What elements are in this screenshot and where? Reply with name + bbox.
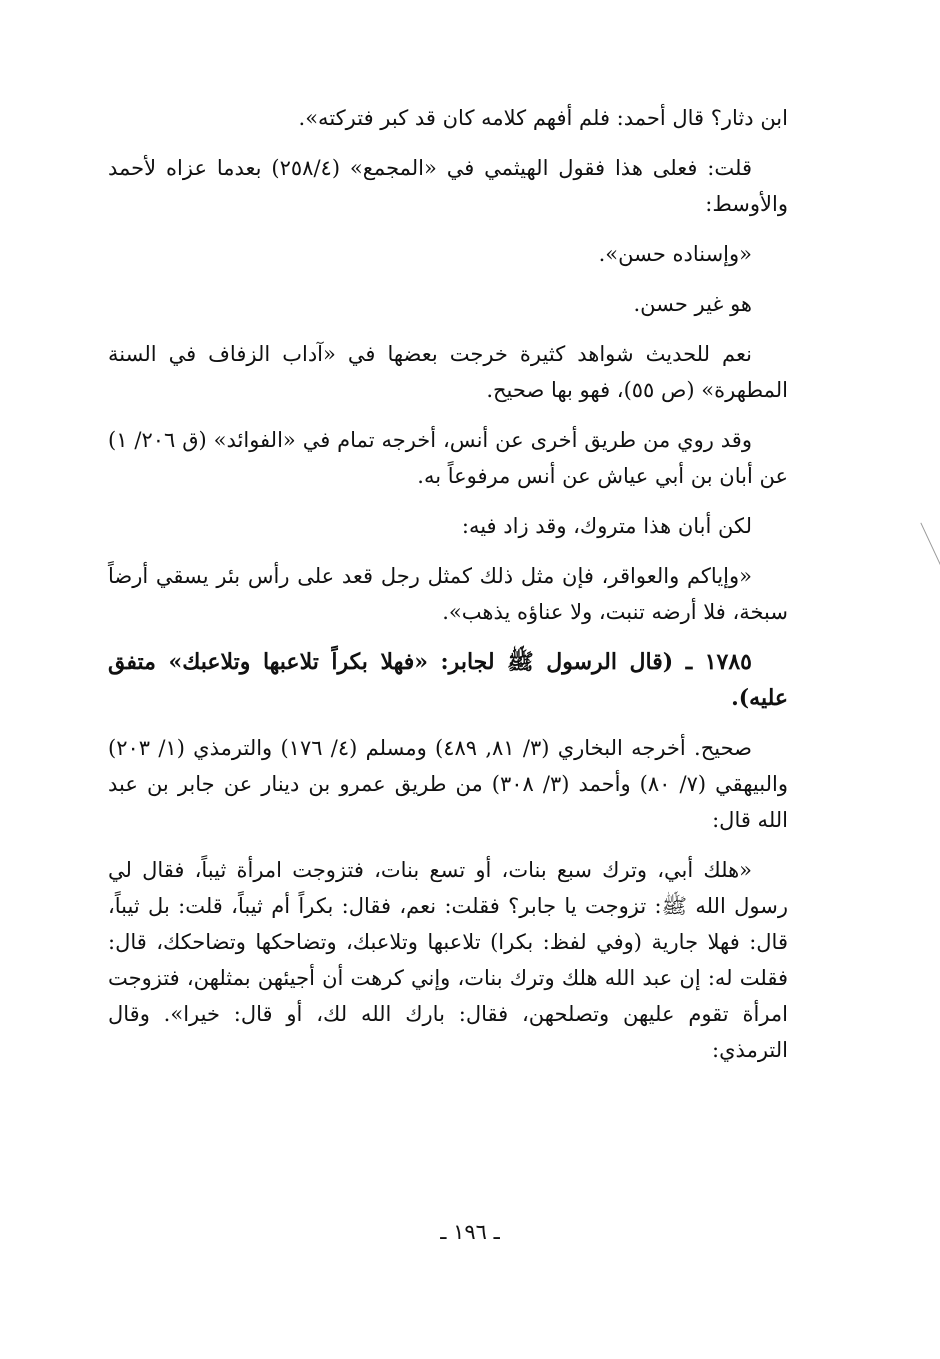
paragraph-isnad-quote: «وإسناده حسن». bbox=[598, 242, 752, 266]
hadith-heading-1785: ١٧٨٥ ـ (قال الرسول ﷺ لجابر: «فهلا بكراً تلاعبها وتلاعبك» متفق عليه). bbox=[108, 649, 788, 711]
paragraph-aban-note: لكن أبان هذا متروك، وقد زاد فيه: bbox=[461, 514, 752, 538]
paragraph-anas-route: وقد روي من طريق أخرى عن أنس، أخرجه تمام في «الفوائد» (ق ٢٠٦/ ١) عن أبان بن أبي عياش عن أنس مرفوعاً به. bbox=[108, 428, 788, 488]
paragraph-takhrij: صحيح. أخرجه البخاري (٣/ ٨١, ٤٨٩) ومسلم (٤/ ١٧٦) والترمذي (١/ ٢٠٣) والبيهقي (٧/ ٨٠) وأحمد (٣/ ٣٠٨) من طريق عمرو بن دينار عن جابر بن عبد الله قال: bbox=[108, 736, 788, 832]
paragraph-shawahid: نعم للحديث شواهد كثيرة خرجت بعضها في «آداب الزفاف في السنة المطهرة» (ص ٥٥)، فهو بها صحيح. bbox=[108, 342, 788, 402]
scan-artifact-line bbox=[920, 523, 940, 578]
page-number: ـ ١٩٦ ـ bbox=[440, 1220, 500, 1244]
paragraph-quote-end: ابن دثار؟ قال أحمد: فلم أفهم كلامه كان قد كبر فتركته». bbox=[298, 106, 788, 130]
page-body bbox=[108, 100, 788, 1082]
paragraph-haythami-note: قلت: فعلى هذا فقول الهيثمي في «المجمع» (٢٥٨/٤) بعدما عزاه لأحمد والأوسط: bbox=[108, 156, 788, 216]
paragraph-awaqir-quote: «وإياكم والعواقر، فإن مثل ذلك كمثل رجل قعد على رأس بئر يسقي أرضاً سبخة، فلا أرضه تنبت، ولا عناؤه يذهب». bbox=[108, 564, 788, 624]
paragraph-jabir-hadith: «هلك أبي، وترك سبع بنات، أو تسع بنات، فتزوجت امرأة ثيباً، فقال لي رسول الله ﷺ: تزوجت يا جابر؟ فقلت: نعم، فقال: بكراً أم ثيباً، قلت: بل ثيباً، قال: فهلا جارية (وفي لفظ: بكرا) تلاعبها وتلاعبك، وتضاحكها وتضاحكك، قال: فقلت له: إن عبد الله هلك وترك بنات، وإني كرهت أن أجيئهن بمثلهن، فتزوجت امرأة تقوم عليهن وتصلحهن، فقال: بارك الله لك، أو قال: خيرا». وقال الترمذي: bbox=[108, 858, 788, 1062]
paragraph-verdict: هو غير حسن. bbox=[633, 292, 752, 316]
